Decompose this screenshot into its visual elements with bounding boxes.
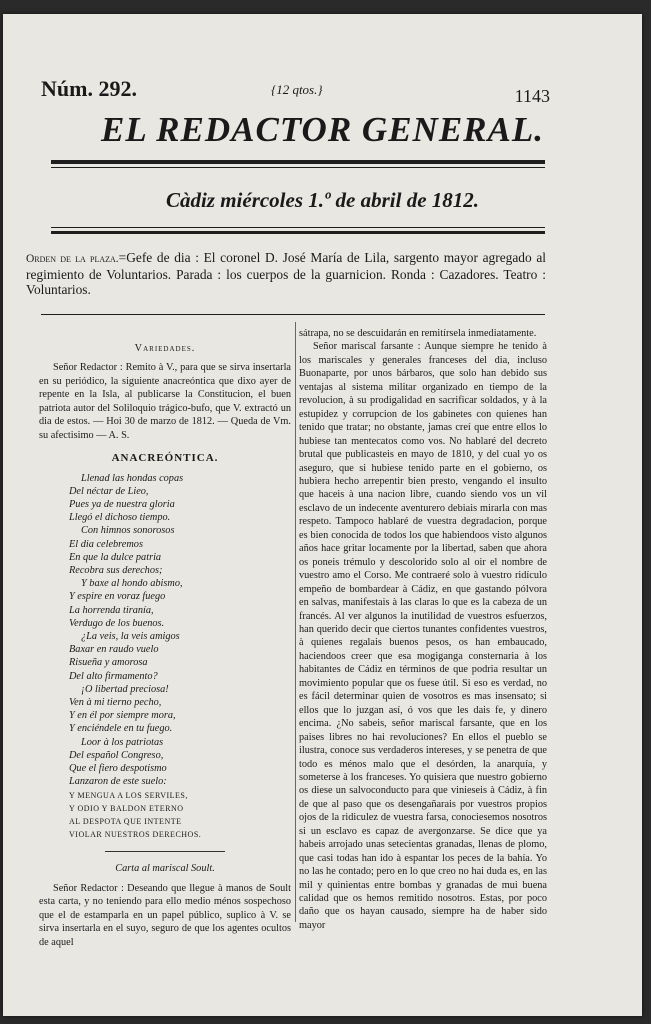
poem-line: Del español Congreso, bbox=[69, 749, 164, 761]
poem-line: Y en él por siempre mora, bbox=[69, 710, 176, 722]
poem-line: Lanzaron de este suelo: bbox=[69, 776, 167, 788]
dateline: Càdiz miércoles 1.º de abril de 1812. bbox=[165, 188, 480, 212]
poem-line: Del alto firmamento? bbox=[69, 670, 158, 682]
masthead-title: EL REDACTOR GENERAL. bbox=[100, 110, 544, 149]
poem-line: En que la dulce patria bbox=[69, 551, 162, 563]
poem-line: Y baxe al hondo abismo, bbox=[81, 578, 183, 590]
poem-line: Recobra sus derechos; bbox=[69, 565, 163, 577]
letter-continuation: sátrapa, no se descuidarán en remitírsela inmediatamente. bbox=[299, 328, 537, 339]
poem-line: Loor à los patriotas bbox=[81, 736, 164, 748]
poem-line: ¿La veis, la veis amigos bbox=[81, 631, 180, 643]
newspaper-page bbox=[3, 14, 642, 1016]
poem-title: ANACREÓNTICA. bbox=[111, 452, 219, 465]
letter-paragraph: Señor Redactor : Deseando que llegue à manos de Soult esta carta, y no teniendo para ello medio ménos sospechoso que el de estamparla en un papel público, suplico à V. se sirva insertarla en el suyo, seguro de que los agentes ocultos de aquel bbox=[39, 882, 291, 948]
orden-text: =Gefe de dia : El coronel D. José María de Lila, sargento mayor agregado al regimiento de Voluntarios. Parada : los cuerpos de la guarnicion. Ronda : Cazadores. Teatro : Voluntarios. bbox=[26, 250, 546, 297]
poem-line: El dia celebremos bbox=[69, 538, 143, 550]
poem-line: Del néctar de Lieo, bbox=[69, 485, 149, 497]
section-rule bbox=[41, 314, 545, 315]
orden-de-la-plaza bbox=[26, 250, 546, 297]
poem-line: La horrenda tiranía, bbox=[69, 604, 154, 616]
letter-divider bbox=[105, 851, 225, 852]
dateline-rule-thick bbox=[51, 231, 545, 234]
poem-caps-line: Y ODIO Y BALDON ETERNO bbox=[69, 803, 184, 813]
issue-number: Núm. 292. bbox=[41, 76, 137, 101]
poem-caps-line: Y MENGUA A LOS SERVILES, bbox=[69, 790, 188, 800]
section-title-variedades: Variedades. bbox=[134, 343, 196, 354]
poem-line: Ven à mi tierno pecho, bbox=[69, 697, 162, 709]
poem-line: Y enciéndele en tu fuego. bbox=[69, 723, 173, 735]
poem-line: Risueña y amorosa bbox=[69, 657, 148, 669]
masthead-rule-thick bbox=[51, 160, 545, 164]
right-column bbox=[299, 327, 547, 931]
left-column bbox=[39, 340, 291, 948]
poem-line: Y espire en voraz fuego bbox=[69, 591, 166, 603]
page-number: 1143 bbox=[514, 86, 550, 106]
masthead-rule-thin bbox=[51, 167, 545, 168]
issue-price: {12 qtos.} bbox=[271, 82, 323, 97]
poem-line: Llegó el dichoso tiempo. bbox=[69, 512, 171, 524]
orden-label: Orden de la plaza. bbox=[26, 253, 119, 265]
letter-title: Carta al mariscal Soult. bbox=[115, 863, 215, 875]
column-divider bbox=[295, 322, 296, 922]
dateline-rule-thin bbox=[51, 227, 545, 228]
poem-caps-line: AL DESPOTA QUE INTENTE bbox=[69, 816, 182, 826]
poem-line: Que el fiero despotismo bbox=[69, 763, 167, 775]
letter-body: Señor mariscal farsante : Aunque siempre he tenido à los mariscales y generales franceses del dia, incluso Buonaparte, por unos bárbaros, que solo han debido sus ventajas al sistema militar organizado en tiempo de la revolucion, à su prodigalidad en sacrificar soldados, y à la estupidez y corrupcion de los gabinetes con quienes han tenido que tratar; no obstante, jamas creí que entre ellos lo hubiese tan mentecatos como vos. No hablaré del decreto brutal que publicasteis en mayo de 1810, y del cual yo os aseguro, que si hubiese tenido parte en el gobierno, os hubiera hecho arrepentir bien presto, vengando el insulto que haceis à una nacion libre, cuando siendo vos un vil esclavo de un indecente aventurero debiais mirarla con mas respeto. Tampoco hablaré de vuestra degradacion, porque es bien conocida de todos los que habiendoos visto algunos años hace gritar locamente por la libertad, saben que ahora os poneis trémulo y descolorido solo al oir el nombre de vuestro amo el Corso. Me contraeré solo à vuestro ridículo empeño de bombardear à Cádiz, en que gastando pólvora en salvas, manifestais à las claras lo que es la cabeza de un francés. Al ver algunos la inutilidad de vuestros esfuerzos, han querido decir que ciertos tunantes confidentes vuestros, à quienes regalais buenos pesos, os han embaucado, haciendoos creer que esa mogiganga consternaria à los habitantes de Cádiz en términos de que podria resultar un movimiento popular que os fuese útil. Si eso es verdad, no es fácil determinar quien de vosotros es mas insensato; si ellos que lo juzgan así, ó vos que les dais fe, y dinero encima. ¿No sabeis, señor mariscal farsante, que en los paises libres no hai revoluciones? En ellos el pueblo se ilustra, conoce sus verdaderos intereses, y se penetra de que todo es ménos malo que el desórden, la anarquía, y someterse à los franceses. Yo quisiera que nuestro gobierno os diese un salvoconducto para que vinieseis à Cádiz, à fin de que al paso que os desengañarais por vuestros propios ojos de la ridiculez de vuestra farsa, conociesemos nosotros si un esclavo es capaz de avergonzarse. Se dice que ya habeis arrojado unas setecientas granadas, llenas de plomo, que casi todas han ido à espantar los peces de la bahía. Yo no las he contado; pero en lo que creo no hai duda es, en las mil y quinientas entre bombas y granadas de mui buena calidad que os hemos remitido nosotros. Estas, por poco daño que os hayan causado, siempre ha de haber sido mayor bbox=[299, 341, 547, 931]
poem-caps-line: VIOLAR NUESTROS DERECHOS. bbox=[69, 830, 202, 840]
poem-line: Con himnos sonorosos bbox=[81, 525, 175, 537]
poem-line: Pues ya de nuestra gloria bbox=[69, 499, 175, 511]
poem-line: Verdugo de los buenos. bbox=[69, 617, 165, 629]
poem-line: Llenad las hondas copas bbox=[81, 472, 184, 484]
intro-paragraph: Señor Redactor : Remito à V., para que se sirva insertarla en su periódico, la siguiente anacreóntica que dixo ayer de repente en la Isla, al publicarse la Constitucion, el buen patriota autor del Soliloquio trágico-bufo, que V. extractó un dia de estos. — Hoi 30 de marzo de 1812. — Queda de Vm. su afectisimo — A. S. bbox=[39, 362, 291, 441]
poem-line: Baxar en raudo vuelo bbox=[69, 644, 159, 656]
poem bbox=[69, 472, 291, 842]
poem-line: ¡O libertad preciosa! bbox=[81, 683, 169, 695]
